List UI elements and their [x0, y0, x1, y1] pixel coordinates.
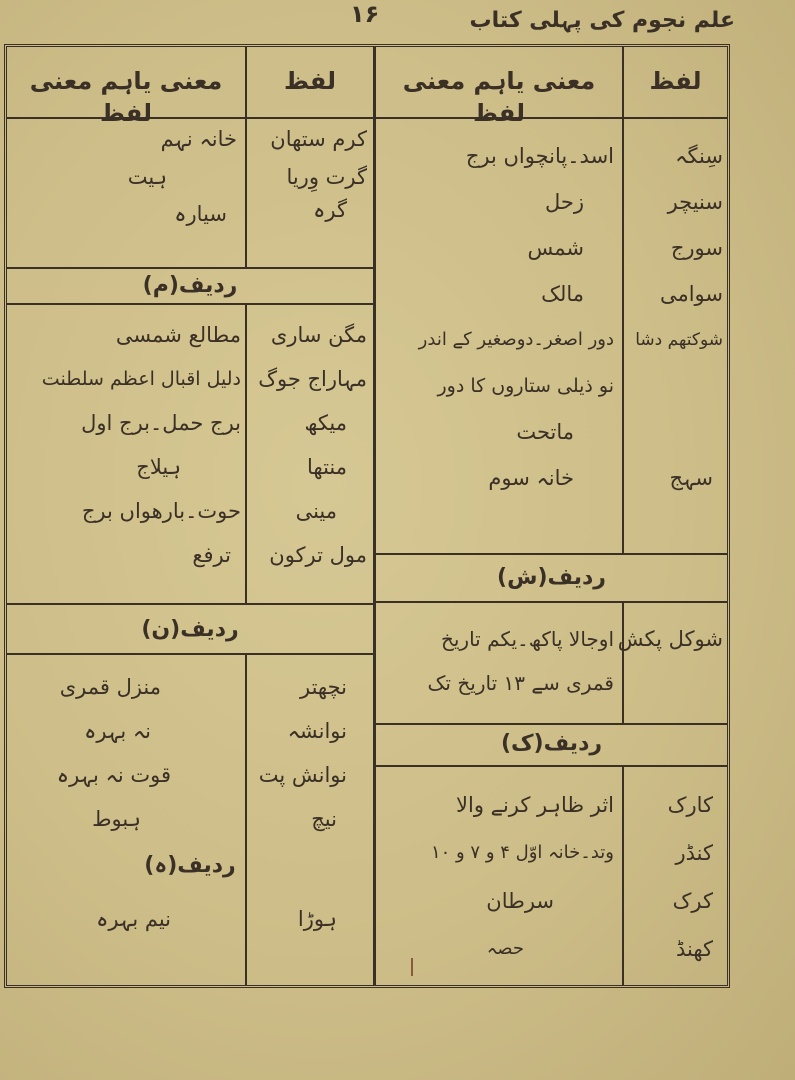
right-column-divider: [622, 119, 624, 553]
radeef-h: ردیف(ہ): [144, 853, 236, 878]
meaning-entry: شمس: [527, 236, 584, 260]
word-entry: شوکتھم دشا: [635, 330, 723, 350]
word-entry: گرت وِریا: [286, 165, 367, 190]
right-block-2-meanings: [382, 603, 614, 723]
left-block-2-words: [249, 305, 367, 603]
meaning-entry: ہبوط: [92, 807, 141, 831]
meaning-entry: حصہ: [486, 938, 524, 959]
meaning-entry: دلیل اقبال اعظم سلطنت: [41, 368, 241, 390]
meaning-entry: ماتحت: [516, 420, 574, 444]
radeef-n: ردیف(ن): [141, 617, 239, 642]
left-heading-row: [7, 47, 373, 128]
meaning-entry: قمری سے ۱۳ تاریخ تک: [427, 671, 614, 695]
word-entry: گرہ: [313, 197, 347, 222]
meaning-entry: سیارہ: [174, 201, 227, 226]
right-block-1-words: [626, 119, 723, 553]
word-entry: نوانشہ: [287, 719, 347, 743]
right-radeef-k-row: [376, 725, 727, 767]
right-heading-row: [376, 47, 727, 128]
word-entry: کھنڈ: [675, 937, 713, 961]
running-title: علم نجوم کی پہلی کتاب: [469, 8, 735, 33]
left-block-1-words: [249, 119, 367, 267]
left-column-divider: [245, 895, 247, 985]
meaning-entry: مطالع شمسی: [115, 323, 241, 347]
word-entry: مول ترکون: [269, 543, 367, 567]
left-block-3-meanings: [13, 655, 241, 985]
glossary-table: [4, 44, 730, 988]
left-heading-word: لفظ: [284, 67, 336, 95]
word-entry: ہوڑا: [297, 907, 337, 931]
radeef-m: ردیف(م): [142, 273, 238, 298]
word-entry: مینی: [295, 499, 337, 523]
meaning-entry: خانہ سوم: [488, 466, 574, 490]
left-block-2: [7, 305, 373, 605]
page-number: ۱۶: [350, 0, 380, 28]
meaning-entry: نیم بہرہ: [96, 907, 171, 931]
right-radeef-sh-row: [376, 555, 727, 603]
meaning-entry: ہیت: [127, 165, 167, 190]
word-entry: منتھا: [306, 455, 347, 479]
left-heading-meaning: معنی یاہم معنی لفظ: [29, 67, 223, 128]
meaning-entry: نو ذیلی ستاروں کا دور: [437, 375, 614, 397]
meaning-entry: وتد۔خانہ اوّل ۴ و ۷ و ۱۰: [430, 842, 614, 863]
word-entry: سورج: [670, 236, 723, 260]
right-block-1: [376, 119, 727, 555]
meaning-entry: اوجالا پاکھ۔یکم تاریخ: [440, 627, 614, 651]
meaning-entry: سرطان: [486, 889, 554, 913]
right-heading-word: لفظ: [649, 67, 702, 95]
left-radeef-n-row: [7, 605, 373, 655]
left-column-divider: [245, 119, 247, 267]
word-entry: میکھ: [304, 411, 347, 435]
right-block-3-meanings: [382, 767, 614, 985]
word-entry: مہاراج جوگ: [258, 367, 367, 391]
radeef-sh: ردیف(ش): [497, 565, 606, 590]
meaning-entry: نہ بہرہ: [84, 719, 151, 743]
meaning-entry: قوت نہ بہرہ: [56, 763, 171, 787]
word-entry: سنیچر: [667, 190, 723, 214]
ink-mark: [411, 958, 413, 976]
word-entry: سِنگہ: [675, 144, 723, 168]
radeef-k: ردیف(ک): [500, 731, 603, 756]
glossary-left-column: [7, 47, 376, 985]
right-block-3-words: [626, 767, 723, 985]
word-entry: شوکل پکش: [617, 627, 723, 651]
right-column-divider: [622, 767, 624, 985]
meaning-entry: اسد۔پانچواں برج: [465, 144, 614, 168]
word-entry: سوامی: [659, 282, 723, 306]
right-heading-meaning: معنی یاہم معنی لفظ: [402, 67, 596, 128]
left-block-4-words: [249, 905, 367, 933]
meaning-entry: ترفع: [192, 543, 231, 567]
right-block-1-meanings: [382, 119, 614, 553]
left-block-2-meanings: [13, 305, 241, 603]
meaning-entry: خانہ نہم: [160, 127, 237, 151]
left-column-divider: [245, 305, 247, 603]
word-entry: نچھتر: [299, 675, 347, 699]
meaning-entry: زحل: [544, 190, 584, 214]
meaning-entry: منزل قمری: [59, 675, 161, 699]
meaning-entry: ہیلاج: [136, 455, 181, 479]
word-entry: نیچ: [311, 807, 337, 831]
right-block-2-words: [617, 603, 723, 723]
meaning-entry: برج حمل۔برج اول: [81, 411, 241, 435]
word-entry: سہج: [669, 466, 713, 490]
left-block-3: [7, 655, 373, 985]
word-entry: کنڈر: [675, 841, 713, 865]
word-entry: کرک: [672, 889, 713, 913]
left-block-3-words: [249, 655, 367, 985]
page-header: [0, 0, 795, 44]
meaning-entry: اثر ظاہر کرنے والا: [456, 793, 614, 817]
left-block-1-meanings: [15, 119, 237, 267]
left-radeef-h-row: [7, 847, 373, 887]
glossary-right-column: [376, 47, 727, 985]
right-block-3: [376, 767, 727, 985]
meaning-entry: مالک: [541, 282, 584, 306]
left-block-4-meanings: [13, 905, 241, 933]
meaning-entry: دور اصغر۔دوصغیر کے اندر: [418, 329, 614, 350]
word-entry: کارک: [667, 793, 713, 817]
right-block-2: [376, 603, 727, 725]
meaning-entry: حوت۔بارھواں برج: [81, 499, 241, 523]
left-block-1: [7, 119, 373, 269]
word-entry: کرم ستھان: [270, 127, 367, 151]
word-entry: نوانش پت: [258, 763, 347, 787]
left-radeef-m-row: [7, 269, 373, 305]
word-entry: مگن ساری: [270, 323, 367, 347]
